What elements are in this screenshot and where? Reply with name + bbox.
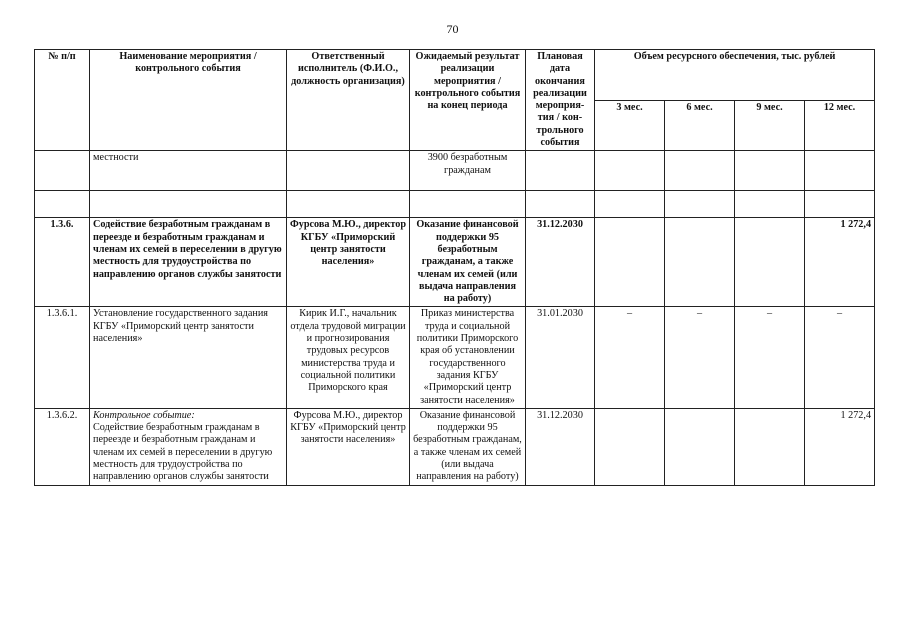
cell-3m (595, 218, 665, 307)
cell-date: 31.12.2030 (526, 218, 595, 307)
cell-name: Установление государственного задания КГБУ «Приморский центр занятости населения» (90, 307, 287, 408)
header-responsible: Ответственный исполнитель (Ф.И.О., должность организация) (287, 50, 410, 151)
table-header-row (35, 50, 875, 101)
header-result: Ожидаемый результат реализации мероприятия / контрольного события на конец периода (410, 50, 526, 151)
cell-responsible (287, 151, 410, 191)
cell-9m (735, 408, 805, 485)
control-event-label: Контрольное событие: (93, 409, 195, 421)
table-row (35, 151, 875, 191)
table-row (35, 218, 875, 307)
cell-date: 31.12.2030 (526, 408, 595, 485)
table-spacer-row (35, 191, 875, 218)
cell-num: 1.3.6. (35, 218, 90, 307)
cell-num (35, 151, 90, 191)
cell-9m: – (735, 307, 805, 408)
cell-date (526, 151, 595, 191)
page-number: 70 (446, 22, 459, 36)
header-date: Плановая дата окончания реализации мероприя-тия / кон-трольного события (526, 50, 595, 151)
cell-result: 3900 безработным гражданам (410, 151, 526, 191)
cell-num: 1.3.6.2. (35, 408, 90, 485)
cell-name-text: Содействие безработным гражданам в переезде и безработным гражданам и членам их семей в переселении в другую местность для трудоустройства по направлению органов службы занятости (93, 422, 273, 483)
cell-9m (735, 218, 805, 307)
cell-3m (595, 408, 665, 485)
header-9m: 9 мес. (735, 100, 805, 151)
cell-12m: – (805, 307, 875, 408)
cell-12m: 1 272,4 (805, 218, 875, 307)
cell-name: местности (90, 151, 287, 191)
table-row (35, 307, 875, 408)
cell-responsible: Кирик И.Г., начальник отдела трудовой миграции и прогнозирования трудовых ресурсов министерства труда и социальной политики Приморского края (287, 307, 410, 408)
cell-6m: – (665, 307, 735, 408)
cell-responsible: Фурсова М.Ю., директор КГБУ «Приморский центр занятости населения» (287, 408, 410, 485)
cell-6m (665, 218, 735, 307)
cell-num: 1.3.6.1. (35, 307, 90, 408)
cell-result: Оказание финансовой поддержки 95 безработным гражданам, а также членам их семей (или выдача направления на работу) (410, 408, 526, 485)
header-6m: 6 мес. (665, 100, 735, 151)
cell-result: Оказание финансовой поддержки 95 безработным гражданам, а также членам их семей (или выдача направления на работу) (410, 218, 526, 307)
cell-12m (805, 151, 875, 191)
activities-table (34, 49, 875, 486)
cell-6m (665, 151, 735, 191)
cell-responsible: Фурсова М.Ю., директор КГБУ «Приморский центр занятости населения» (287, 218, 410, 307)
cell-3m (595, 151, 665, 191)
cell-9m (735, 151, 805, 191)
header-resources: Объем ресурсного обеспечения, тыс. рублей (595, 50, 875, 101)
header-num: № п/п (35, 50, 90, 151)
cell-date: 31.01.2030 (526, 307, 595, 408)
cell-name (90, 408, 287, 485)
header-3m: 3 мес. (595, 100, 665, 151)
cell-6m (665, 408, 735, 485)
table-row (35, 408, 875, 485)
cell-3m: – (595, 307, 665, 408)
cell-result: Приказ министерства труда и социальной политики Приморского края об установлении государственного задания КГБУ «Приморский центр занятости населения» (410, 307, 526, 408)
cell-12m: 1 272,4 (805, 408, 875, 485)
header-12m: 12 мес. (805, 100, 875, 151)
cell-name: Содействие безработным гражданам в переезде и безработным гражданам и членам их семей в переселении в другую местность для трудоустройства по направлению органов службы занятости (90, 218, 287, 307)
header-name: Наименование мероприятия / контрольного события (90, 50, 287, 151)
